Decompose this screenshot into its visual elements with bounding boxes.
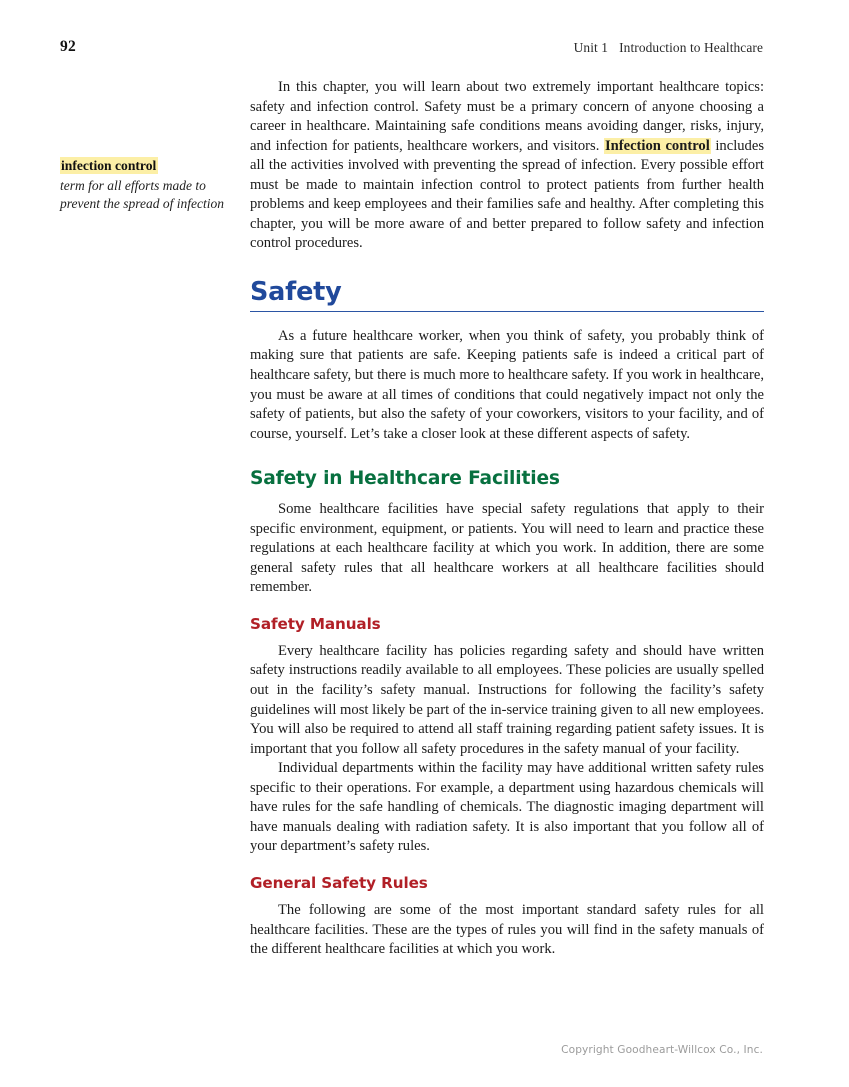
margin-note-term-line — [60, 157, 228, 175]
page-number: 92 — [60, 38, 76, 55]
subsection-heading-facilities: Safety in Healthcare Facilities — [250, 468, 560, 490]
safety-manuals-paragraph-1: Every healthcare facility has policies regarding safety and should have written safety instructions readily available to all employees. These policies are usually spelled out in the facility’s safety manual. Instructions for following the facility’s safety guidelines will most likely be part of the in-service training given to all new employees. You will also be required to attend all staff training regarding patient safety issues. It is important that you follow all safety procedures in the safety manual of your facility. — [250, 642, 764, 757]
spacer — [250, 490, 764, 500]
safety-manuals-paragraph-2: Individual departments within the facility may have additional written safety rules specific to their operations. For example, a department using hazardous chemicals will have rules for the safe handling of chemicals. The diagnostic imaging department will have manuals dealing with radiation safety. It is also important that you follow all of your department’s safety rules. — [250, 760, 764, 855]
margin-note-definition: term for all efforts made to prevent the spread of infection — [60, 178, 224, 212]
intro-paragraph-part1: In this chapter, you will learn about two extremely important healthcare topics: safety and infection control. Safety must be a primary concern of anyone choosing a career in healthcare. Maintaining safe conditions means avoiding danger, risks, injury, and infection for patients, healthcare workers, and visitors. — [250, 79, 764, 154]
copyright-footer: Copyright Goodheart-Willcox Co., Inc. — [561, 1044, 763, 1056]
subsection-heading-safety-manuals: Safety Manuals — [250, 614, 381, 633]
general-rules-paragraph: The following are some of the most important standard safety rules for all healthcare facilities. These are the types of rules you will find in the safety manuals of the different healthcare facilities at which you work. — [250, 901, 764, 958]
section-heading-safety: Safety — [250, 276, 342, 307]
intro-highlighted-term: Infection control — [604, 137, 710, 154]
spacer — [250, 893, 764, 901]
spacer — [250, 312, 764, 327]
running-head-unit: Unit 1 — [573, 40, 609, 55]
running-head-unit-title: Introduction to Healthcare — [619, 40, 763, 55]
spacer — [250, 444, 764, 468]
running-head — [60, 38, 763, 60]
spacer — [250, 254, 764, 278]
intro-paragraph — [250, 78, 764, 254]
running-head-title — [574, 40, 763, 56]
intro-paragraph-part2: includes all the activities involved with preventing the spread of infection. Every possible effort must be made to maintain infection control to protect patients from further health problems and keep employees and their families safe and healthy. After completing this chapter, you will be more aware of and better prepared to follow safety and infection control procedures. — [250, 137, 764, 252]
body-column — [250, 78, 764, 960]
margin-note-term: infection control — [61, 158, 157, 173]
spacer — [250, 598, 764, 615]
spacer — [250, 857, 764, 874]
margin-note — [60, 157, 228, 214]
subsection-heading-general-rules: General Safety Rules — [250, 873, 428, 892]
safety-paragraph: As a future healthcare worker, when you think of safety, you probably think of making sure that patients are safe. Keeping patients safe is indeed a critical part of healthcare safety, but there is much more to healthcare safety. If you work in healthcare, you must be aware at all times of conditions that could negatively impact not only the safety of patients, but also the safety of your coworkers, visitors to your facility, and of course, yourself. Let’s take a closer look at these different aspects of safety. — [250, 327, 764, 442]
facilities-paragraph: Some healthcare facilities have special safety regulations that apply to their specific environment, equipment, or patients. You will need to learn and practice these regulations at each healthcare facility at which you work. In addition, there are some general safety rules that all healthcare workers at all healthcare facilities should remember. — [250, 501, 764, 596]
spacer — [250, 634, 764, 642]
